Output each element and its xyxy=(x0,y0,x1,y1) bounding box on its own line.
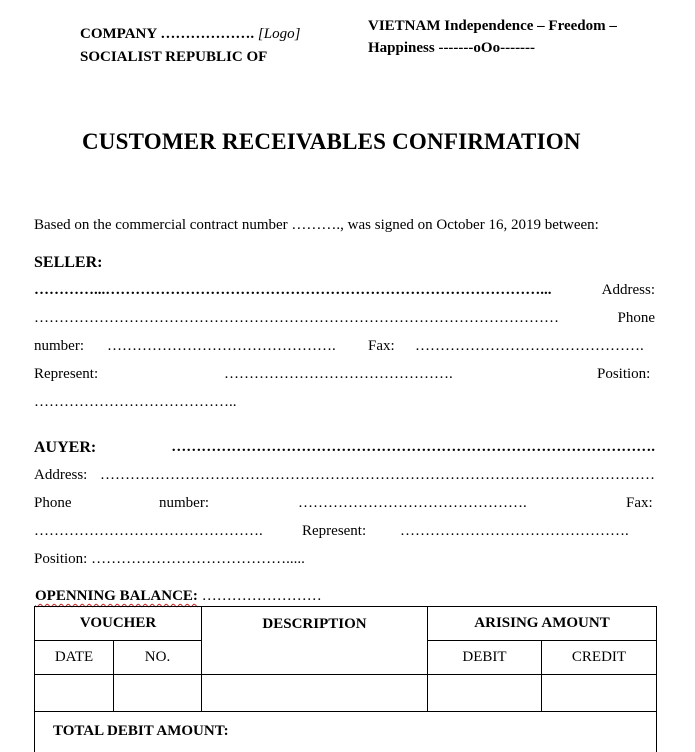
buyer-heading: AUYER: xyxy=(34,439,97,456)
seller-represent-label: Represent: xyxy=(34,366,99,382)
buyer-phone-dots: ………………………………………. xyxy=(298,495,527,511)
logo-placeholder: [Logo] xyxy=(257,26,301,42)
republic-line: SOCIALIST REPUBLIC OF xyxy=(80,49,268,65)
date-cell xyxy=(35,675,114,712)
buyer-address-row xyxy=(34,467,655,484)
buyer-number-label: number: xyxy=(159,495,209,511)
seller-phone-label: Phone xyxy=(617,310,655,326)
seller-name-row xyxy=(34,282,655,299)
seller-address-dots: …………………………………………………………………………………………… xyxy=(34,310,559,326)
voucher-header: VOUCHER xyxy=(35,607,202,641)
buyer-name-row xyxy=(34,439,655,457)
seller-phone-dots: ………………………………………. xyxy=(107,338,336,354)
motto-line-2: Happiness -------oOo------- xyxy=(368,40,536,56)
buyer-fax-label: Fax: xyxy=(626,495,653,511)
seller-fax-label: Fax: xyxy=(368,338,395,354)
buyer-fax-dots: ………………………………………. xyxy=(34,523,263,539)
seller-fax-dots: ………………………………………. xyxy=(415,338,644,354)
seller-position-dots: ………………………………….. xyxy=(34,394,237,410)
company-line xyxy=(80,26,300,43)
no-cell xyxy=(114,675,202,712)
credit-cell xyxy=(542,675,657,712)
buyer-position-row xyxy=(34,551,305,568)
table-row xyxy=(35,675,657,712)
seller-number-label: number: xyxy=(34,338,84,354)
arising-amount-header: ARISING AMOUNT xyxy=(428,607,657,641)
date-header: DATE xyxy=(35,641,114,675)
credit-header: CREDIT xyxy=(542,641,657,675)
description-header: DESCRIPTION xyxy=(202,607,428,675)
description-cell xyxy=(202,675,428,712)
buyer-represent-dots: ………………………………………. xyxy=(400,523,629,539)
total-debit-amount: TOTAL DEBIT AMOUNT: xyxy=(35,712,657,752)
debit-header: DEBIT xyxy=(428,641,542,675)
company-name: COMPANY ………………. xyxy=(80,26,255,42)
seller-address-label: Address: xyxy=(601,282,655,298)
opening-balance-row xyxy=(35,588,322,605)
debit-cell xyxy=(428,675,542,712)
document-title: CUSTOMER RECEIVABLES CONFIRMATION xyxy=(82,129,581,154)
seller-address-row xyxy=(34,310,655,327)
buyer-position-label: Position: xyxy=(34,551,88,567)
seller-heading: SELLER: xyxy=(34,254,103,271)
no-header: NO. xyxy=(114,641,202,675)
seller-name-dots: …………...……………………………………………………………………………... xyxy=(34,282,552,298)
opening-balance-dots: …………………… xyxy=(201,588,322,604)
buyer-address-label: Address: xyxy=(34,467,88,483)
receivables-table xyxy=(34,606,657,752)
buyer-address-dots: ………………………………………………………………………………………………… xyxy=(100,467,655,483)
seller-position-label: Position: xyxy=(597,366,651,382)
seller-represent-dots: ………………………………………. xyxy=(224,366,453,382)
buyer-position-dots: …………………………………..... xyxy=(91,551,305,567)
buyer-phone-label: Phone xyxy=(34,495,72,511)
buyer-name-dots: ……………………………………………………………………………………. xyxy=(171,439,655,455)
buyer-represent-label: Represent: xyxy=(302,523,367,539)
motto-line-1: VIETNAM Independence – Freedom – xyxy=(368,18,617,34)
contract-intro: Based on the commercial contract number ………., was signed on October 16, 2019 between: xyxy=(34,217,599,233)
opening-balance-label: OPENNING BALANCE: xyxy=(35,588,198,604)
